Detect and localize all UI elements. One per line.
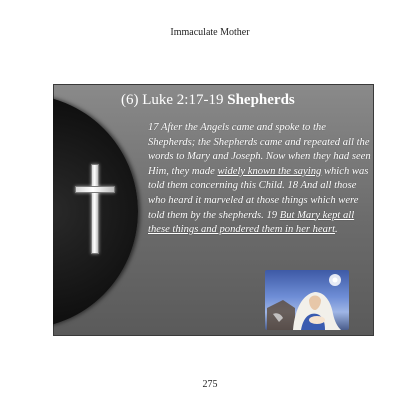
verse-text bbox=[148, 121, 372, 238]
cross-vertical-beam bbox=[91, 164, 99, 254]
child-figure bbox=[309, 316, 325, 324]
stable-shape bbox=[267, 300, 295, 330]
verse-part-2: which was told them concerning this Child. 18 And all those who heard it marveled at those things which were told them by the shepherds. 19 bbox=[148, 165, 369, 221]
cross-icon bbox=[75, 164, 115, 254]
slide-title-reference: (6) Luke 2:17-19 bbox=[121, 92, 228, 108]
running-header: Immaculate Mother bbox=[170, 27, 250, 38]
nativity-illustration bbox=[265, 270, 349, 330]
slide-title-subject: Shepherds bbox=[227, 92, 295, 108]
star-icon bbox=[333, 278, 338, 283]
page-number: 275 bbox=[202, 379, 218, 390]
verse-part-1: 17 After the Angels came and spoke to the Shepherds; the Shepherds came and repeated all the words to Mary and Joseph. Now when they had seen Him, they made bbox=[148, 122, 371, 177]
cross-horizontal-beam bbox=[75, 186, 115, 193]
nativity-image bbox=[265, 270, 349, 330]
slide-title bbox=[121, 92, 295, 109]
verse-part-3: . bbox=[335, 224, 338, 236]
verse-underline-2: But Mary kept all these things and pondered them in her heart bbox=[148, 209, 355, 236]
scripture-slide bbox=[53, 84, 374, 336]
verse-underline-1: widely known the saying bbox=[217, 165, 322, 177]
